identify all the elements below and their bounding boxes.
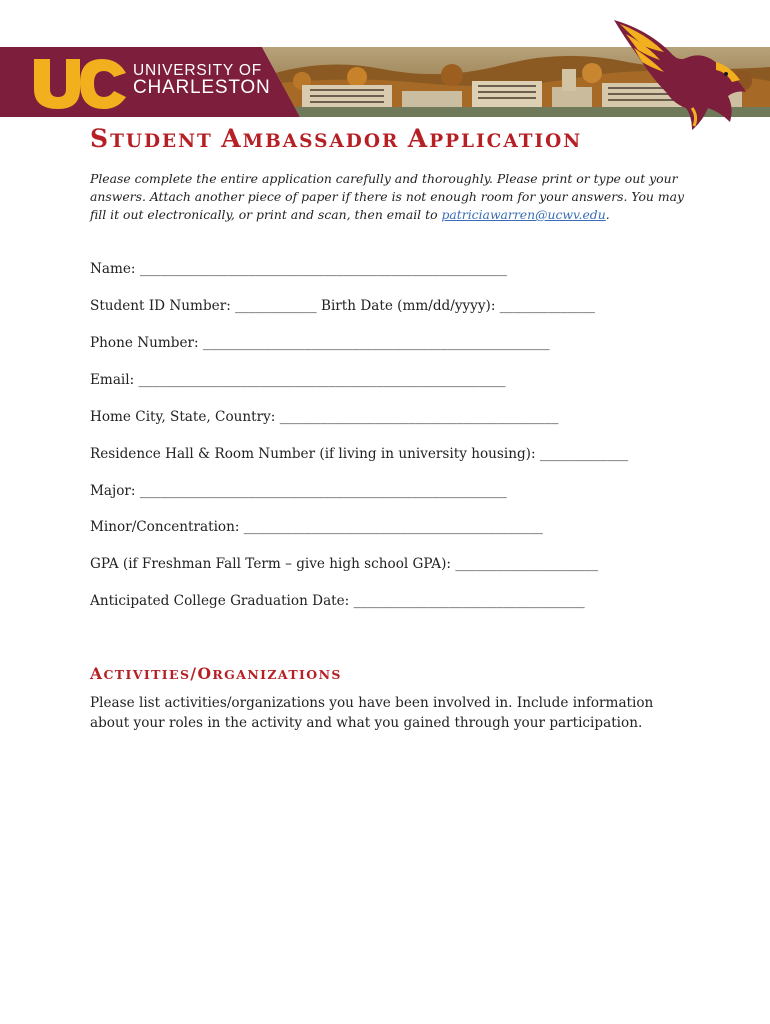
student-id-birthdate-field[interactable]: Student ID Number: ____________ Birth Date (mm/dd/yyyy): ______________ xyxy=(90,298,595,314)
uc-logo xyxy=(30,55,130,109)
university-line-2: CHARLESTON xyxy=(133,77,271,98)
instructions-text: Please complete the entire application carefully and thoroughly. Please print or type out your answers. Attach another piece of paper if there is not enough room for your answers. You may fill it out electronically, or print and scan, then email to patriciawarren@ucwv.edu. xyxy=(90,171,684,222)
instructions-body: Please complete the entire application carefully and thoroughly. Please print or type out your answers. Attach another piece of paper if there is not enough room for your answers. You may fill it out electronically, or print and scan, then email to xyxy=(90,171,684,222)
gpa-field[interactable]: GPA (if Freshman Fall Term – give high school GPA): _____________________ xyxy=(90,556,599,572)
residence-hall-field[interactable]: Residence Hall & Room Number (if living in university housing): _____________ xyxy=(90,446,629,462)
university-line-1: UNIVERSITY OF xyxy=(133,62,262,79)
email-field[interactable]: Email: ______________________________________________________ xyxy=(90,372,506,388)
major-field[interactable]: Major: ______________________________________________________ xyxy=(90,483,507,499)
graduation-date-field[interactable]: Anticipated College Graduation Date: __________________________________ xyxy=(90,593,585,609)
home-location-field[interactable]: Home City, State, Country: _________________________________________ xyxy=(90,409,559,425)
activities-heading: ACTIVITIES/ORGANIZATIONS xyxy=(90,664,342,683)
activities-instructions: Please list activities/organizations you have been involved in. Include information about your roles in the activity and what you gained through your participation. xyxy=(90,695,654,731)
page-title: STUDENT AMBASSADOR APPLICATION xyxy=(90,124,583,153)
minor-field[interactable]: Minor/Concentration: ____________________________________________ xyxy=(90,519,543,535)
eagle-mascot-icon xyxy=(608,12,750,134)
contact-email-link[interactable]: patriciawarren@ucwv.edu xyxy=(441,207,606,222)
phone-field[interactable]: Phone Number: ___________________________________________________ xyxy=(90,335,550,351)
name-field[interactable]: Name: ______________________________________________________ xyxy=(90,261,507,277)
university-name xyxy=(133,62,271,96)
